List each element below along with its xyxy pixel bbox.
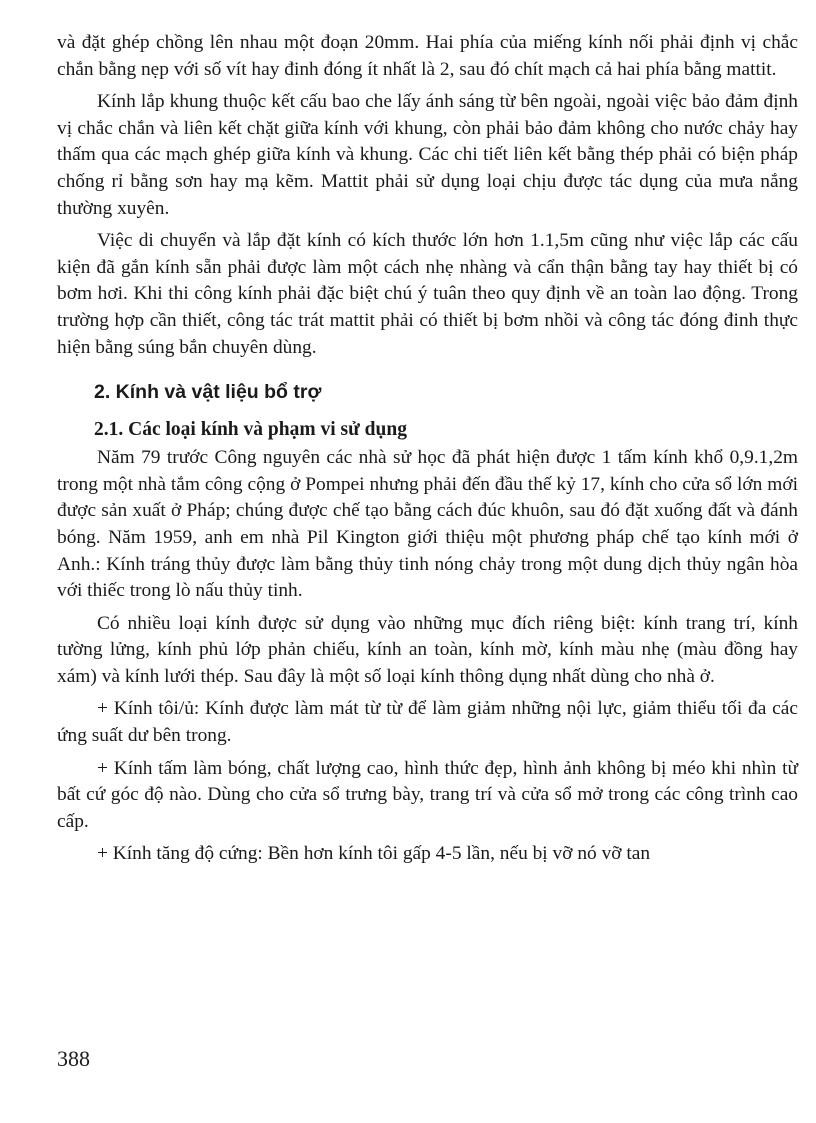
page-number: 388 [57,1046,90,1071]
list-item-toughened-glass: + Kính tăng độ cứng: Bền hơn kính tôi gấp 4-5 lần, nếu bị vỡ nó vỡ tan [97,843,651,865]
list-item-annealed-glass: + Kính tôi/ủ: Kính được làm mát từ từ để làm giảm những nội lực, giảm thiểu tối đa các ứng suất dư bên trong. [57,698,798,747]
paragraph-glass-types: Có nhiều loại kính được sử dụng vào những mục đích riêng biệt: kính trang trí, kính tường lửng, kính phủ lớp phản chiếu, kính an toàn, kính mờ, kính màu nhẹ (màu đồng hay xám) và kính lưới thép. Sau đây là một số loại kính thông dụng nhất dùng cho nhà ở. [57,612,798,687]
paragraph-glass-handling: Việc di chuyển và lắp đặt kính có kích thước lớn hơn 1.1,5m cũng như việc lắp các cấu kiện đã gắn kính sẵn phải được làm một cách nhẹ nhàng và cẩn thận bằng tay hay thiết bị có bơm hơi. Khi thi công kính phải đặc biệt chú ý tuân theo quy định về an toàn lao động. Trong trường hợp cần thiết, công tác trát mattit phải có thiết bị bơm nhồi và công tác đóng đinh thực hiện bằng súng bắn chuyên dùng. [57,230,798,358]
paragraph-glass-history: Năm 79 trước Công nguyên các nhà sử học đã phát hiện được 1 tấm kính khổ 0,9.1,2m trong một nhà tắm công cộng ở Pompei nhưng phải đến đầu thế kỷ 17, kính cho cửa sổ lớn mới được sản xuất ở Pháp; chúng được chế tạo bằng cách đúc khuôn, sau đó đặt xuống đất và đánh bóng. Năm 1959, anh em nhà Pil Kington giới thiệu một phương pháp chế tạo kính mới ở Anh.: Kính tráng thủy được làm bằng thủy tinh nóng chảy trong một dung dịch thủy ngân hòa với thiếc trong lò nấu thủy tinh. [57,447,798,602]
subsection-heading: 2.1. Các loại kính và phạm vi sử dụng [94,419,407,441]
page-body [57,30,798,868]
list-item-polished-plate-glass: + Kính tấm làm bóng, chất lượng cao, hình thức đẹp, hình ảnh không bị méo khi nhìn từ bất cứ góc độ nào. Dùng cho cửa sổ trưng bày, trang trí và cửa sổ mở trong các công trình cao cấp. [57,757,798,832]
paragraph-continuation: và đặt ghép chồng lên nhau một đoạn 20mm. Hai phía của miếng kính nối phải định vị chắc chắn bằng nẹp với số vít hay đinh đóng ít nhất là 2, sau đó chít mạch cả hai phía bằng mattit. [57,32,798,80]
paragraph-frame-glazing: Kính lắp khung thuộc kết cấu bao che lấy ánh sáng từ bên ngoài, ngoài việc bảo đảm định vị chắc chắn và liên kết chặt giữa kính với khung, còn phải bảo đảm không cho nước chảy hay thấm qua các mạch ghép giữa kính và khung. Các chi tiết liên kết bằng thép phải có biện pháp chống rỉ bằng sơn hay mạ kẽm. Mattit phải sử dụng loại chịu được tác dụng của mưa nắng thường xuyên. [57,91,798,219]
section-heading: 2. Kính và vật liệu bổ trợ [94,381,322,404]
